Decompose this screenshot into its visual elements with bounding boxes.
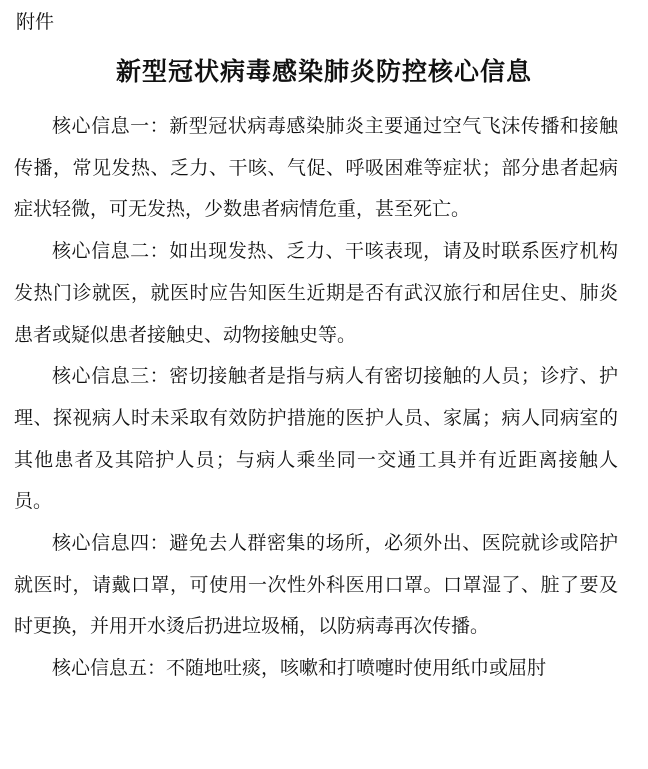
attachment-label: 附件 [16, 11, 55, 33]
document-title: 新型冠状病毒感染肺炎防控核心信息 [115, 57, 532, 86]
core-info-paragraph-1: 核心信息一：新型冠状病毒感染肺炎主要通过空气飞沫传播和接触传播，常见发热、乏力、干咳、气促、呼吸困难等症状；部分患者起病症状轻微，可无发热，少数患者病情危重，甚至死亡。 [14, 115, 618, 221]
document-body [14, 106, 618, 690]
core-info-paragraph-5: 核心信息五：不随地吐痰，咳嗽和打喷嚏时使用纸巾或屈肘 [52, 657, 547, 680]
core-info-paragraph-2: 核心信息二：如出现发热、乏力、干咳表现，请及时联系医疗机构发热门诊就医，就医时应告知医生近期是否有武汉旅行和居住史、肺炎患者或疑似患者接触史、动物接触史等。 [14, 240, 618, 346]
core-info-paragraph-3: 核心信息三：密切接触者是指与病人有密切接触的人员；诊疗、护理、探视病人时未采取有效防护措施的医护人员、家属；病人同病室的其他患者及其陪护人员；与病人乘坐同一交通工具并有近距离接触人员。 [14, 365, 618, 513]
core-info-paragraph-4: 核心信息四：避免去人群密集的场所，必须外出、医院就诊或陪护就医时，请戴口罩，可使用一次性外科医用口罩。口罩湿了、脏了要及时更换，并用开水烫后扔进垃圾桶，以防病毒再次传播。 [14, 532, 618, 638]
